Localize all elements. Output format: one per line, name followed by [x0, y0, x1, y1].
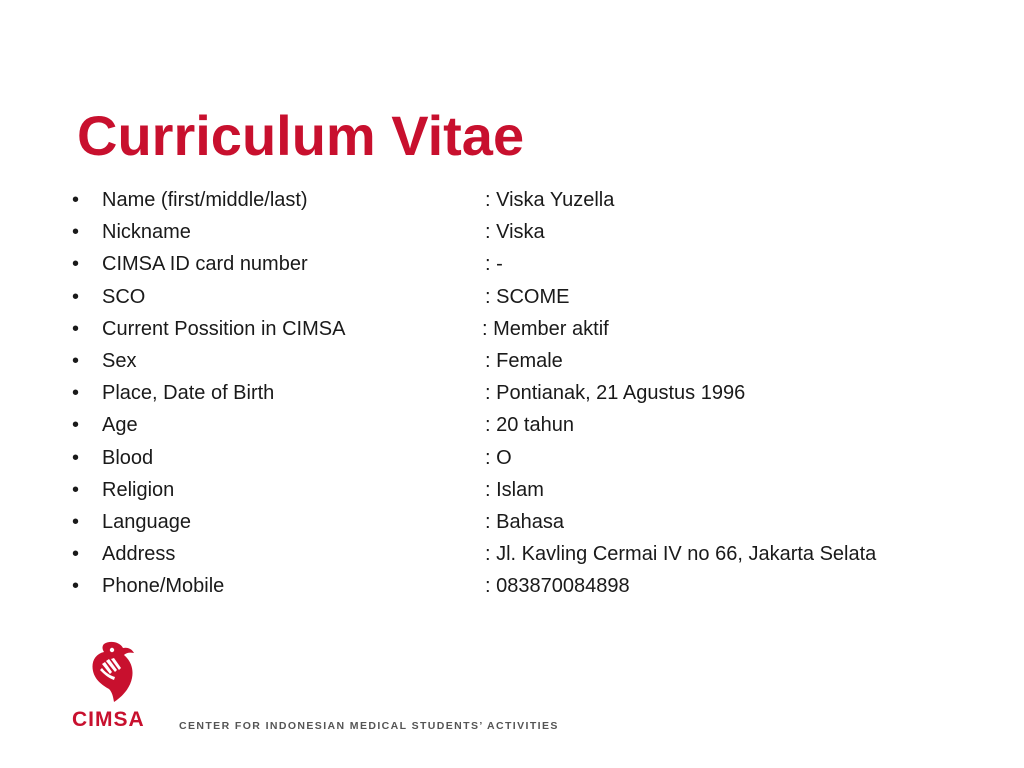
cv-row-sex	[72, 345, 972, 377]
cv-row-id-card	[72, 248, 972, 280]
cimsa-logo-text: CIMSA	[72, 708, 145, 731]
cv-label: Sex	[102, 349, 137, 372]
cv-row-religion	[72, 474, 972, 506]
cv-label: Name (first/middle/last)	[102, 189, 308, 211]
cv-row-language	[72, 506, 972, 538]
cimsa-bird-hand-icon	[90, 640, 140, 706]
cv-row-name	[72, 184, 972, 216]
cv-value: : Islam	[485, 478, 544, 501]
cv-value: : Pontianak, 21 Agustus 1996	[485, 382, 746, 405]
cv-row-sco	[72, 281, 972, 313]
cv-label: Nickname	[102, 221, 191, 244]
bullet-icon: •	[72, 382, 80, 405]
cv-row-address	[72, 538, 972, 570]
cv-row-age	[72, 409, 972, 441]
bullet-icon: •	[72, 317, 80, 340]
bullet-icon: •	[72, 575, 80, 598]
cv-label: Blood	[102, 446, 154, 469]
cv-value: : Viska	[485, 221, 545, 244]
cv-row-birth	[72, 377, 972, 409]
cv-row-phone	[72, 570, 972, 602]
cv-value: : Female	[485, 349, 563, 372]
cv-value: : Member aktif	[482, 317, 609, 340]
bullet-icon: •	[72, 349, 80, 372]
slide-title: Curriculum Vitae	[77, 104, 525, 167]
cv-value: : Jl. Kavling Cermai IV no 66, Jakarta Selata	[485, 543, 877, 566]
cv-label: CIMSA ID card number	[102, 253, 308, 276]
cv-list	[72, 184, 972, 602]
cv-label: Phone/Mobile	[102, 575, 225, 598]
bullet-icon: •	[72, 253, 80, 276]
cv-label: SCO	[102, 285, 146, 308]
cv-label: Address	[102, 543, 176, 566]
cv-value: : 20 tahun	[485, 414, 574, 437]
cv-value: : O	[485, 446, 512, 469]
cv-label: Place, Date of Birth	[102, 382, 275, 405]
cv-label: Language	[102, 510, 191, 533]
cv-value: : 083870084898	[485, 575, 630, 598]
bullet-icon: •	[72, 446, 80, 469]
cv-row-blood	[72, 442, 972, 474]
bullet-icon: •	[72, 510, 80, 533]
cv-label: Religion	[102, 478, 175, 501]
bullet-icon: •	[72, 189, 80, 211]
cv-value: : Bahasa	[485, 510, 564, 533]
cv-row-nickname	[72, 216, 972, 248]
cv-label: Current Possition in CIMSA	[102, 317, 346, 340]
cv-value: : SCOME	[485, 285, 570, 308]
cv-label: Age	[102, 414, 138, 437]
cv-value: : -	[485, 253, 503, 276]
bullet-icon: •	[72, 221, 80, 244]
cv-value: : Viska Yuzella	[485, 189, 615, 211]
footer-branding	[70, 640, 950, 740]
bullet-icon: •	[72, 285, 80, 308]
cv-row-position	[72, 313, 972, 345]
bullet-icon: •	[72, 543, 80, 566]
bullet-icon: •	[72, 414, 80, 437]
bullet-icon: •	[72, 478, 80, 501]
cimsa-tagline: CENTER FOR INDONESIAN MEDICAL STUDENTS’ ACTIVITIES	[179, 720, 559, 732]
